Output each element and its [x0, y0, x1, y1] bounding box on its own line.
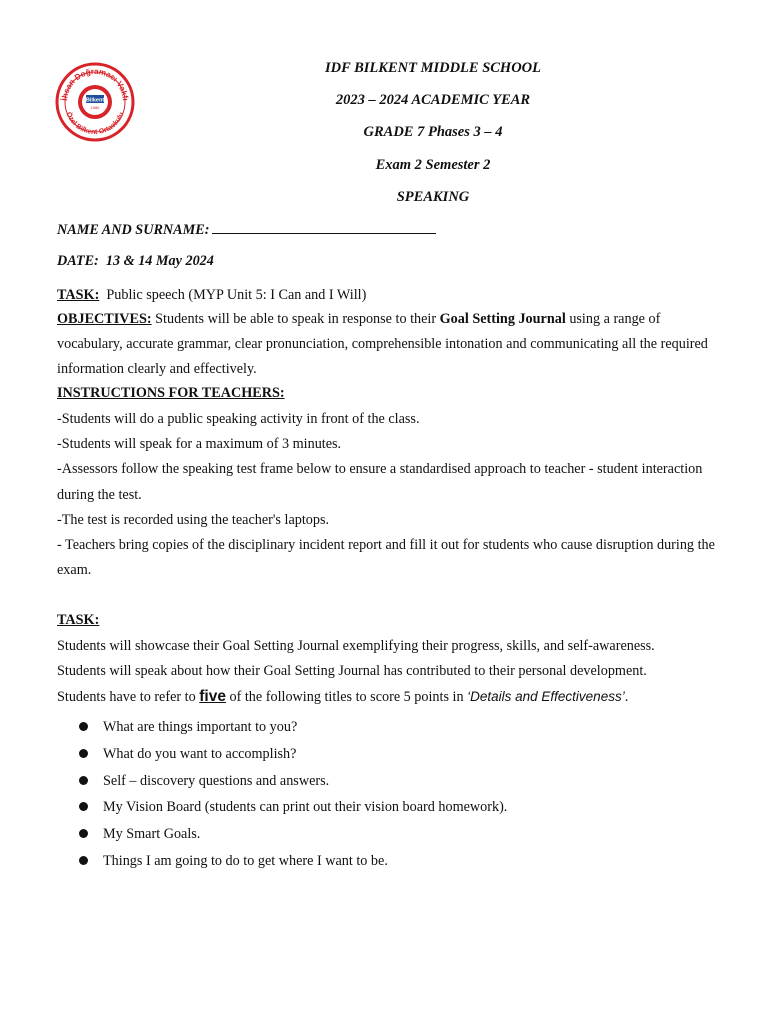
list-item	[79, 824, 507, 851]
bullet-icon	[79, 749, 88, 758]
task-summary-text: Public speech (MYP Unit 5: I Can and I Will)	[106, 287, 367, 303]
bullet-icon	[79, 722, 88, 731]
exam-semester: Exam 2 Semester 2	[375, 157, 491, 173]
list-item	[79, 797, 507, 824]
instructions-heading: INSTRUCTIONS FOR TEACHERS:	[57, 385, 285, 401]
task-description	[57, 634, 722, 711]
task-line-3-mid: of the following titles to score 5 points in	[229, 689, 464, 706]
name-field	[57, 220, 436, 239]
task-line-2: Students will speak about how their Goal Setting Journal has contributed to their personal development.	[57, 663, 647, 680]
list-item-text: Self – discovery questions and answers.	[103, 772, 330, 789]
bullet-icon	[79, 776, 88, 785]
instruction-item: -The test is recorded using the teacher's laptops.	[57, 511, 330, 528]
task-criterion-italic: ‘Details and Effectiveness’	[467, 689, 625, 705]
exam-skill: SPEAKING	[396, 189, 470, 205]
task-label: TASK:	[57, 287, 100, 303]
list-item-text: Things I am going to do to get where I want to be.	[103, 852, 388, 869]
task-five-emphasis: five	[199, 688, 226, 706]
bullet-icon	[79, 829, 88, 838]
task-line-3-before: Students have to refer to	[57, 689, 196, 706]
instruction-item: - Teachers bring copies of the disciplinary incident report and fill it out for students who cause disruption during the exam.	[57, 537, 715, 579]
list-item	[79, 851, 507, 878]
task-line-3	[57, 684, 722, 710]
task-line-3-end: .	[624, 689, 629, 706]
name-blank-line[interactable]	[212, 220, 436, 234]
instructions-list	[57, 407, 722, 583]
instruction-item: -Students will do a public speaking activity in front of the class.	[57, 411, 420, 427]
list-item	[79, 771, 507, 798]
objectives-text-after: using a range of vocabulary, accurate grammar, clear pronunciation, comprehensible intonation and communicating all the required information clearly and effectively.	[57, 311, 708, 378]
school-logo-seal	[55, 62, 135, 142]
list-item-text: My Vision Board (students can print out their vision board homework).	[103, 799, 508, 816]
objectives-label: OBJECTIVES:	[57, 311, 152, 327]
task-summary-line	[57, 286, 366, 304]
task-heading: TASK:	[57, 612, 100, 628]
svg-text:Özel Bilkent Ortaokulu: Özel Bilkent Ortaokulu	[64, 111, 126, 137]
svg-text:Bilkent: Bilkent	[85, 97, 105, 104]
task-line-1: Students will showcase their Goal Setting Journal exemplifying their progress, skills, and self-awareness.	[57, 638, 655, 654]
svg-text:İhsan Doğramacı Vakfı: İhsan Doğramacı Vakfı	[60, 66, 130, 102]
bullet-icon	[79, 856, 88, 865]
objectives-paragraph	[57, 307, 722, 383]
name-label: NAME AND SURNAME:	[57, 222, 210, 238]
grade-phases: GRADE 7 Phases 3 – 4	[363, 124, 503, 140]
objectives-text-before: Students will be able to speak in response to their	[155, 311, 437, 327]
date-value: 13 & 14 May 2024	[105, 253, 214, 269]
school-name: IDF BILKENT MIDDLE SCHOOL	[324, 60, 542, 76]
list-item-text: What are things important to you?	[103, 719, 298, 735]
list-item-text: What do you want to accomplish?	[103, 745, 297, 762]
objectives-journal-bold: Goal Setting Journal	[439, 311, 566, 327]
svg-text:1986: 1986	[90, 105, 100, 110]
bullet-icon	[79, 802, 88, 811]
titles-bullet-list	[79, 717, 507, 878]
academic-year: 2023 – 2024 ACADEMIC YEAR	[335, 92, 531, 108]
instruction-item: -Assessors follow the speaking test frame below to ensure a standardised approach to teacher - student interaction during the test.	[57, 461, 703, 503]
list-item-text: My Smart Goals.	[103, 826, 201, 843]
instruction-item: -Students will speak for a maximum of 3 minutes.	[57, 436, 342, 453]
list-item	[79, 744, 507, 771]
list-item	[79, 717, 507, 744]
date-label: DATE:	[57, 253, 99, 269]
date-line	[57, 252, 214, 270]
